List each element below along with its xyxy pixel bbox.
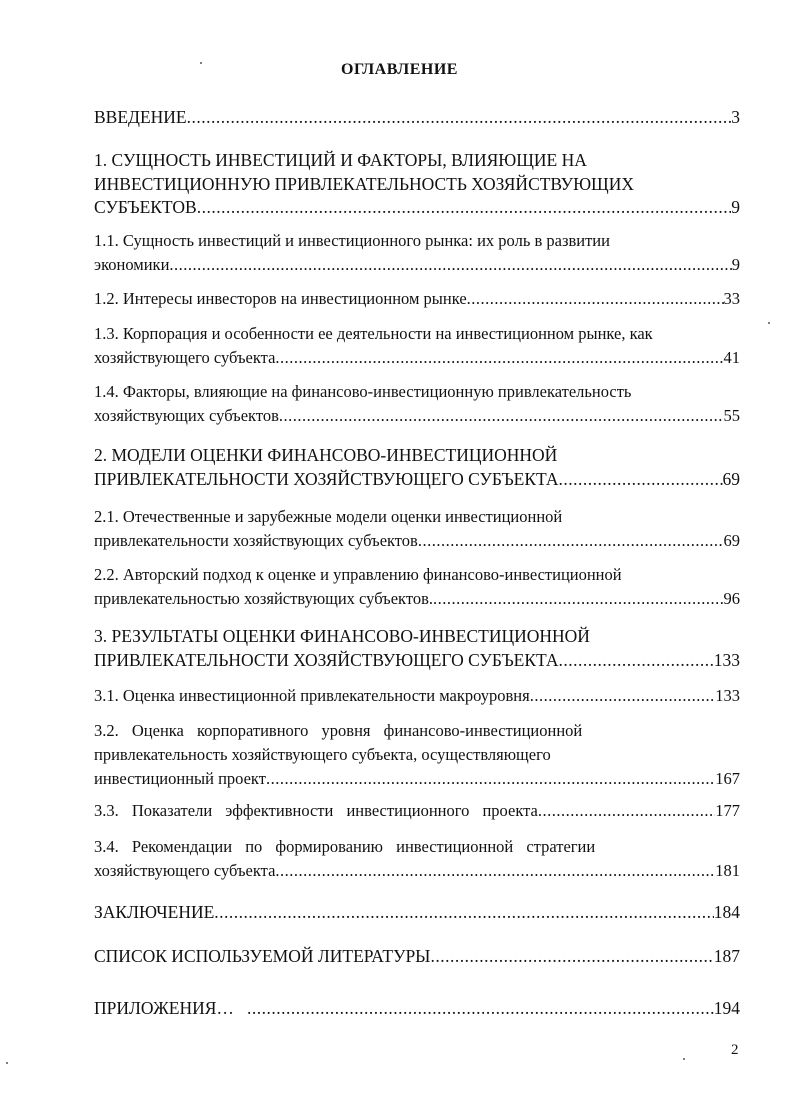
scan-speck [768,322,770,324]
toc-entry-text: 3.4. Рекомендации по формированию инвестиционной стратегии [94,837,596,856]
toc-entry-text: ПРИЛОЖЕНИЯ… [94,998,248,1018]
toc-page-number: 181 [715,861,740,880]
toc-entry-section-2-2[interactable] [94,563,740,611]
toc-entry-text: хозяйствующего субъекта [94,348,276,367]
dot-leader [187,106,732,130]
dot-leader [418,529,724,553]
toc-entry-text: 1.2. Интересы инвесторов на инвестиционном рынке [94,289,467,308]
toc-entry-text: 2. МОДЕЛИ ОЦЕНКИ ФИНАНСОВО-ИНВЕСТИЦИОННОЙ [94,445,558,465]
toc-page-number: 184 [713,902,740,922]
page-title: ОГЛАВЛЕНИЕ [341,61,458,78]
toc-entry-text: ВВЕДЕНИЕ [94,107,187,127]
toc-entry-section-2-1[interactable] [94,505,740,553]
toc-entry-text: экономики [94,255,170,274]
toc-entry-section-1-2[interactable] [94,287,740,311]
dot-leader [530,684,716,708]
toc-page-number: 41 [723,348,740,367]
toc-entry-text: привлекательности хозяйствующих субъектов [94,531,418,550]
dot-leader [467,287,724,311]
toc-entry-text: хозяйствующих субъектов [94,406,279,425]
dot-leader [197,196,732,220]
scan-speck [200,62,202,64]
toc-page-number: 177 [715,801,740,820]
dot-leader [279,404,724,428]
toc-entry-section-1-1[interactable] [94,229,740,277]
scan-speck [683,1058,685,1060]
toc-entry-chapter-3[interactable] [94,625,740,672]
dot-leader [559,649,714,673]
dot-leader [559,468,723,492]
toc-entry-text: инвестиционный проект [94,769,266,788]
toc-entry-text: 3.1. Оценка инвестиционной привлекательности макроуровня [94,686,530,705]
dot-leader [214,901,713,925]
page-number: 2 [731,1042,739,1058]
toc-entry-text: ЗАКЛЮЧЕНИЕ [94,902,215,922]
dot-leader [275,346,723,370]
toc-entry-appendices[interactable] [94,997,740,1021]
scan-speck [6,1062,8,1064]
toc-entry-text: ИНВЕСТИЦИОННУЮ ПРИВЛЕКАТЕЛЬНОСТЬ ХОЗЯЙСТВУЮЩИХ [94,173,634,194]
toc-page-number: 69 [722,468,740,489]
toc-entry-text: СПИСОК ИСПОЛЬЗУЕМОЙ ЛИТЕРАТУРЫ [94,946,431,966]
toc-entry-section-3-3[interactable] [94,799,740,823]
toc-page-number: 9 [731,197,740,217]
toc-page-number: 194 [713,998,740,1018]
toc-entry-text: 1. СУЩНОСТЬ ИНВЕСТИЦИЙ И ФАКТОРЫ, ВЛИЯЮЩИЕ НА [94,150,587,170]
toc-entry-section-1-4[interactable] [94,380,740,428]
toc-page-number: 187 [713,946,740,966]
toc-entry-section-3-4[interactable] [94,835,740,883]
toc-entry-section-3-2[interactable] [94,719,740,791]
toc-page-number: 69 [723,531,740,550]
toc-entry-section-3-1[interactable] [94,684,740,708]
dot-leader [430,945,713,969]
toc-entry-text: 1.1. Сущность инвестиций и инвестиционного рынка: их роль в развитии [94,231,610,250]
toc-entry-text: ПРИВЛЕКАТЕЛЬНОСТИ ХОЗЯЙСТВУЮЩЕГО СУБЪЕКТА [94,468,559,489]
toc-page-number: 133 [715,686,740,705]
toc-entry-conclusion[interactable] [94,901,740,925]
toc-page-number: 167 [715,769,740,788]
toc-entry-text: 1.3. Корпорация и особенности ее деятельности на инвестиционном рынке, как [94,324,653,343]
toc-page-number: 3 [731,107,740,127]
toc-entry-text: 2.2. Авторский подход к оценке и управлению финансово-инвестиционной [94,565,622,584]
toc-entry-text: хозяйствующего субъекта [94,861,276,880]
toc-entry-section-1-3[interactable] [94,322,740,370]
toc-entry-text: 3.2. Оценка корпоративного уровня финансово-инвестиционной [94,721,583,740]
toc-entry-text: 3.3. Показатели эффективности инвестиционного проекта [94,801,538,820]
dot-leader [433,587,724,611]
toc-page-number: 133 [713,649,740,670]
toc-entry-text: 1.4. Факторы, влияющие на финансово-инвестиционную привлекательность [94,382,632,401]
toc-entry-text: 2.1. Отечественные и зарубежные модели оценки инвестиционной [94,507,563,526]
dot-leader [275,859,715,883]
toc-page-number: 9 [731,255,740,274]
toc-entry-text: СУБЪЕКТОВ [94,197,197,217]
toc-entry-text: 3. РЕЗУЛЬТАТЫ ОЦЕНКИ ФИНАНСОВО-ИНВЕСТИЦИОННОЙ [94,626,590,646]
toc-entry-chapter-1[interactable] [94,149,740,220]
toc-entry-chapter-2[interactable] [94,444,740,491]
dot-leader [538,799,715,823]
toc-entry-text: привлекательность хозяйствующего субъекта, осуществляющего [94,745,551,764]
dot-leader [169,253,731,277]
toc-entry-text: ПРИВЛЕКАТЕЛЬНОСТИ ХОЗЯЙСТВУЮЩЕГО СУБЪЕКТА [94,649,559,670]
toc-page-number: 55 [723,406,740,425]
toc-page-number: 96 [723,589,740,608]
dot-leader [247,997,714,1021]
toc-entry-text: привлекательностью хозяйствующих субъектов. [94,589,433,608]
dot-leader [266,767,715,791]
toc-entry-references[interactable] [94,945,740,969]
toc-entry-introduction[interactable] [94,106,740,130]
toc-page-number: 33 [723,289,740,308]
